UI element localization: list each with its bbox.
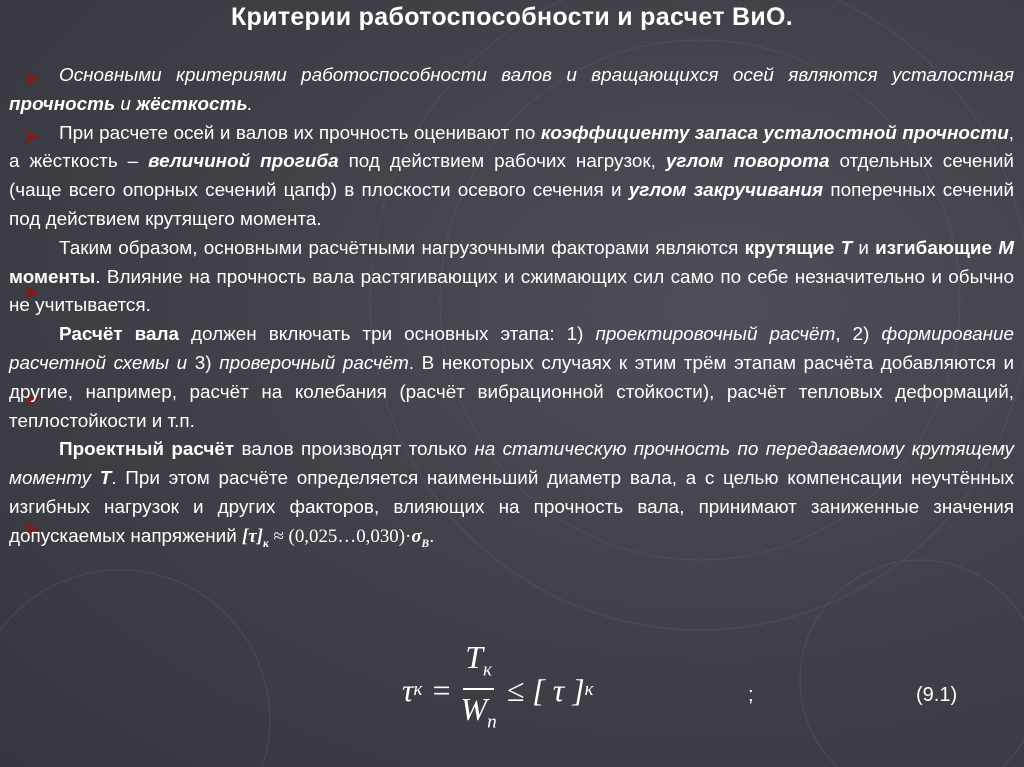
text: и	[115, 93, 137, 115]
emphasis-design-calc: проектировочный расчёт	[595, 324, 836, 346]
text: При расчете осей и валов их прочность оценивают по	[59, 122, 541, 144]
text: и	[852, 237, 876, 259]
text: должен включать три основных этапа: 1)	[178, 324, 596, 346]
denominator-symbol: W	[460, 691, 488, 727]
emphasis-stiffness: жёсткость	[136, 93, 248, 115]
numerator-symbol: T	[465, 638, 484, 675]
denominator-sub: n	[487, 711, 497, 733]
formula-numerator	[463, 639, 494, 690]
paragraph-design	[9, 436, 1014, 558]
paragraph-load-factors	[9, 235, 1014, 321]
emphasis-safety-factor: коэффициенту запаса усталостной прочности	[540, 122, 1009, 144]
emphasis-shaft-calc: Расчёт вала	[59, 324, 179, 346]
emphasis-torque: крутящие	[744, 237, 841, 259]
text: . При этом расчёте определяется наименьший диаметр вала, а с целью компенсации неучтённых изгибных нагрузок и других факторов, влияющих на прочность вала, принимают заниженные значения допускаемых напряжений	[9, 468, 1015, 547]
symbol-t: Т	[99, 468, 112, 490]
text: .	[247, 93, 253, 115]
formula-semicolon: ;	[748, 684, 754, 706]
formula-denominator	[460, 690, 496, 741]
emphasis-twist-angle: углом закручивания	[628, 180, 824, 202]
ratio-range: ≈ (0,025…0,030)·	[268, 525, 412, 547]
slide-title: Критерии работоспособности и расчет ВиО.	[230, 3, 794, 31]
symbol-m: М	[998, 237, 1014, 259]
paragraph-criteria	[9, 62, 1014, 120]
text: Основными критериями работоспособности валов и вращающихся осей являются усталостная	[59, 65, 1014, 86]
formula-fraction	[460, 639, 496, 742]
paragraph-stages	[9, 321, 1014, 436]
text: отдельных сечений (чаще всего опорных сечений цапф) в плоскости осевого сечения и	[9, 151, 1014, 202]
text: . В некоторых случаях к этим трём этапам расчёта добавляются и другие, например, расчёт на колебания (расчёт вибрационной стойкости), расчёт тепловых деформаций, теплостойкости и т.п.	[9, 352, 1014, 432]
formula-rhs-sub: к	[584, 679, 594, 700]
formula-rhs: ≤ [ τ ]	[506, 671, 585, 708]
text: . Влияние на прочность вала растягивающих и сжимающих сил само по себе незначительно и обычно не учитывается.	[9, 266, 1014, 317]
paragraph-evaluation	[9, 120, 1014, 235]
emphasis-strength: прочность	[9, 93, 116, 115]
emphasis-scheme: формирование расчетной схемы и	[9, 324, 1014, 374]
text: , а жёсткость –	[9, 122, 1014, 173]
symbol-t: Т	[840, 237, 853, 259]
emphasis-moments: моменты	[9, 266, 96, 288]
emphasis-rotation-angle: углом поворота	[665, 151, 830, 173]
text: .	[429, 525, 435, 547]
text: валов производят только	[234, 439, 475, 461]
formula-equals: =	[432, 671, 451, 708]
symbol-tau: [τ]	[242, 525, 263, 547]
emphasis-project-calc: Проектный расчёт	[59, 439, 235, 461]
emphasis-check-calc: проверочный расчёт	[219, 352, 409, 374]
slide-body	[9, 62, 1014, 558]
equation-number: (9.1)	[916, 684, 958, 706]
emphasis-bending: изгибающие	[875, 237, 999, 259]
formula-lhs: τ	[402, 671, 414, 708]
numerator-sub: к	[483, 659, 492, 680]
emphasis-deflection: величиной прогиба	[148, 151, 339, 173]
text: под действием рабочих нагрузок,	[338, 151, 666, 173]
text: 3)	[187, 352, 220, 374]
subscript-b: B	[421, 537, 430, 550]
symbol-sigma: σ	[411, 525, 422, 547]
subscript-k: к	[262, 537, 269, 550]
text: поперечных сечений под действием крутящего момента.	[9, 180, 1014, 230]
text: , 2)	[835, 324, 882, 346]
formula-9-1	[402, 638, 594, 733]
formula-lhs-sub: к	[413, 679, 423, 700]
text: Таким образом, основными расчётными нагрузочными факторами являются	[59, 237, 745, 259]
emphasis-static: на статическую прочность по передаваемому крутящему моменту	[9, 439, 1014, 490]
